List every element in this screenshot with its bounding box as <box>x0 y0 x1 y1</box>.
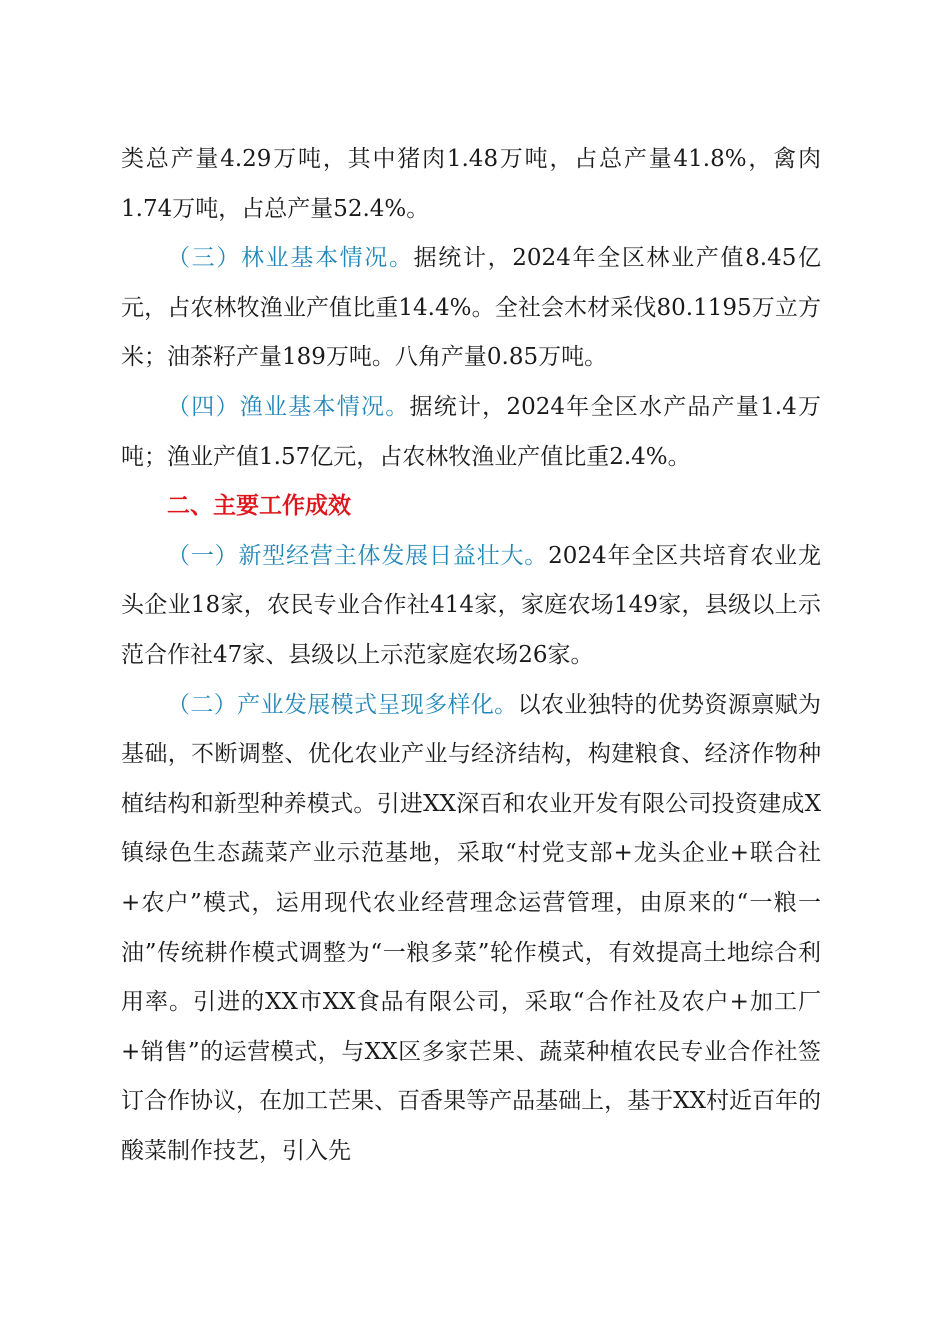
paragraph-fishery <box>121 383 821 482</box>
paragraph-text: 以农业独特的优势资源禀赋为基础，不断调整、优化农业产业与经济结构，构建粮食、经济作物种植结构和新型种养模式。引进XX深百和农业开发有限公司投资建成X镇绿色生态蔬菜产业示范基地，采取“村党支部+龙头企业+联合社+农户”模式，运用现代农业经营理念运营管理，由原来的“一粮一油”传统耕作模式调整为“一粮多菜”轮作模式，有效提高土地综合利用率。引进的XX市XX食品有限公司，采取“合作社及农户+加工厂+销售”的运营模式，与XX区多家芒果、蔬菜种植农民专业合作社签订合作协议，在加工芒果、百香果等产品基础上，基于XX村近百年的酸菜制作技艺，引入先 <box>121 691 822 1164</box>
subheading-industry-models: （二）产业发展模式呈现多样化。 <box>167 691 518 718</box>
paragraph-business-entities <box>121 532 821 681</box>
subheading-forestry: （三）林业基本情况。 <box>167 245 414 272</box>
paragraph-text: 据统计，2024年全区水产品产量1.4万吨；渔业产值1.57亿元，占农林牧渔业产值比重2.4%。 <box>121 393 821 470</box>
paragraph-text: 类总产量4.29万吨，其中猪肉1.48万吨，占总产量41.8%，禽肉1.74万吨，占总产量52.4%。 <box>121 146 821 222</box>
paragraph-forestry <box>121 234 821 383</box>
subheading-business-entities: （一）新型经营主体发展日益壮大。 <box>167 542 549 569</box>
paragraph-text: 据统计，2024年全区林业产值8.45亿元，占农林牧渔业产值比重14.4%。全社会木材采伐80.1195万立方米；油茶籽产量189万吨。八角产量0.85万吨。 <box>121 245 822 371</box>
subheading-fishery: （四）渔业基本情况。 <box>167 393 410 420</box>
section-heading-achievements: 二、主要工作成效 <box>167 493 351 520</box>
paragraph-industry-models <box>121 681 821 1177</box>
paragraph-livestock-continued <box>121 135 821 234</box>
paragraph-text: 2024年全区共培育农业龙头企业18家，农民专业合作社414家，家庭农场149家，县级以上示范合作社47家、县级以上示范家庭农场26家。 <box>121 542 821 668</box>
document-body <box>121 135 821 1176</box>
